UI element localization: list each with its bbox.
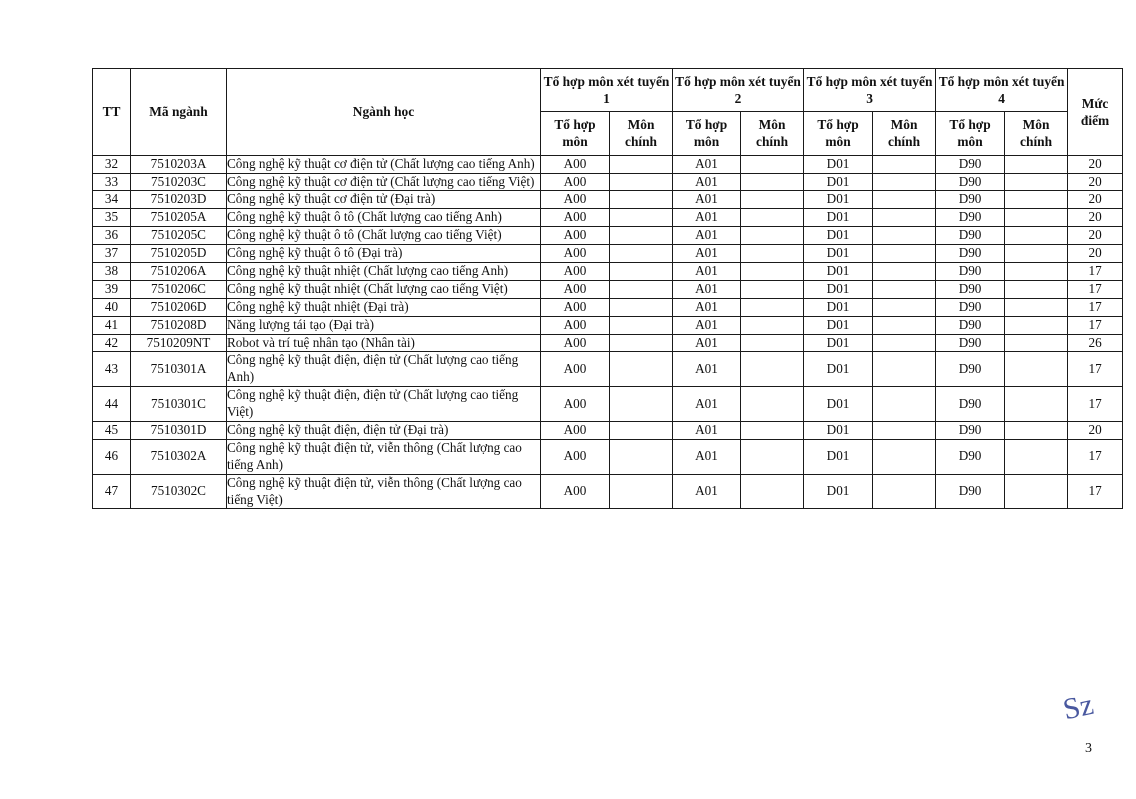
cell-combination-2: A01 [673, 173, 741, 191]
cell-combination-1: A00 [541, 439, 610, 474]
cell-order: 32 [93, 155, 131, 173]
cell-major-name: Công nghệ kỹ thuật ô tô (Chất lượng cao tiếng Việt) [227, 227, 541, 245]
cell-main-1 [610, 387, 673, 422]
table-row [93, 191, 1123, 209]
cell-main-1 [610, 280, 673, 298]
cell-combination-2: A01 [673, 280, 741, 298]
header-main-subject-1: Môn chính [610, 112, 673, 155]
cell-main-1 [610, 245, 673, 263]
cell-major-name: Công nghệ kỹ thuật cơ điện tử (Đại trà) [227, 191, 541, 209]
cell-main-4 [1005, 334, 1068, 352]
cell-main-4 [1005, 245, 1068, 263]
cell-main-3 [873, 387, 936, 422]
header-combination-3: Tổ hợp môn [804, 112, 873, 155]
cell-combination-3: D01 [804, 421, 873, 439]
cell-combination-4: D90 [936, 334, 1005, 352]
cell-order: 39 [93, 280, 131, 298]
cell-combination-1: A00 [541, 298, 610, 316]
cell-main-1 [610, 316, 673, 334]
cell-major-code: 7510203A [131, 155, 227, 173]
cell-score: 20 [1068, 245, 1123, 263]
cell-order: 44 [93, 387, 131, 422]
cell-score: 17 [1068, 262, 1123, 280]
cell-major-name: Công nghệ kỹ thuật ô tô (Đại trà) [227, 245, 541, 263]
table-row [93, 262, 1123, 280]
cell-score: 17 [1068, 387, 1123, 422]
cell-major-code: 7510302C [131, 474, 227, 509]
cell-combination-2: A01 [673, 474, 741, 509]
cell-combination-1: A00 [541, 245, 610, 263]
cell-score: 20 [1068, 191, 1123, 209]
cell-combination-2: A01 [673, 334, 741, 352]
cell-order: 40 [93, 298, 131, 316]
cell-major-name: Công nghệ kỹ thuật ô tô (Chất lượng cao tiếng Anh) [227, 209, 541, 227]
cell-main-4 [1005, 474, 1068, 509]
cell-combination-2: A01 [673, 262, 741, 280]
cell-combination-4: D90 [936, 262, 1005, 280]
cell-order: 43 [93, 352, 131, 387]
cell-main-1 [610, 439, 673, 474]
cell-main-2 [741, 439, 804, 474]
header-code: Mã ngành [131, 69, 227, 156]
cell-combination-1: A00 [541, 352, 610, 387]
cell-main-3 [873, 262, 936, 280]
cell-combination-1: A00 [541, 316, 610, 334]
cell-main-1 [610, 173, 673, 191]
cell-combination-3: D01 [804, 280, 873, 298]
cell-combination-3: D01 [804, 334, 873, 352]
cell-order: 36 [93, 227, 131, 245]
cell-main-2 [741, 262, 804, 280]
cell-main-4 [1005, 387, 1068, 422]
header-tt: TT [93, 69, 131, 156]
cell-score: 20 [1068, 227, 1123, 245]
cell-combination-2: A01 [673, 191, 741, 209]
cell-main-2 [741, 209, 804, 227]
cell-major-code: 7510208D [131, 316, 227, 334]
cell-main-3 [873, 298, 936, 316]
cell-main-2 [741, 334, 804, 352]
cell-combination-4: D90 [936, 155, 1005, 173]
cell-main-4 [1005, 155, 1068, 173]
header-group-2: Tổ hợp môn xét tuyển 2 [673, 69, 804, 112]
cell-combination-4: D90 [936, 298, 1005, 316]
cell-combination-3: D01 [804, 155, 873, 173]
cell-main-2 [741, 227, 804, 245]
table-row [93, 421, 1123, 439]
cell-combination-2: A01 [673, 316, 741, 334]
table-row [93, 387, 1123, 422]
cell-combination-4: D90 [936, 280, 1005, 298]
cell-order: 37 [93, 245, 131, 263]
cell-main-2 [741, 352, 804, 387]
cell-main-4 [1005, 209, 1068, 227]
cell-combination-3: D01 [804, 173, 873, 191]
cell-score: 17 [1068, 474, 1123, 509]
cell-main-2 [741, 387, 804, 422]
cell-score: 17 [1068, 439, 1123, 474]
cell-main-4 [1005, 421, 1068, 439]
cell-main-1 [610, 474, 673, 509]
cell-combination-4: D90 [936, 173, 1005, 191]
cell-major-name: Năng lượng tái tạo (Đại trà) [227, 316, 541, 334]
table-row [93, 227, 1123, 245]
admissions-table [92, 68, 1123, 509]
cell-main-4 [1005, 280, 1068, 298]
cell-combination-2: A01 [673, 155, 741, 173]
header-combination-2: Tổ hợp môn [673, 112, 741, 155]
cell-major-name: Công nghệ kỹ thuật nhiệt (Chất lượng cao tiếng Anh) [227, 262, 541, 280]
cell-major-code: 7510209NT [131, 334, 227, 352]
page-number: 3 [1085, 741, 1092, 756]
cell-major-code: 7510205D [131, 245, 227, 263]
cell-main-3 [873, 155, 936, 173]
cell-combination-1: A00 [541, 334, 610, 352]
header-main-subject-4: Môn chính [1005, 112, 1068, 155]
cell-main-3 [873, 334, 936, 352]
cell-main-4 [1005, 262, 1068, 280]
cell-combination-1: A00 [541, 209, 610, 227]
cell-main-2 [741, 316, 804, 334]
cell-combination-1: A00 [541, 227, 610, 245]
cell-combination-2: A01 [673, 439, 741, 474]
cell-major-code: 7510301C [131, 387, 227, 422]
cell-score: 20 [1068, 421, 1123, 439]
cell-score: 20 [1068, 209, 1123, 227]
cell-main-3 [873, 421, 936, 439]
cell-combination-4: D90 [936, 316, 1005, 334]
cell-main-3 [873, 280, 936, 298]
cell-main-4 [1005, 227, 1068, 245]
cell-major-code: 7510206A [131, 262, 227, 280]
cell-main-2 [741, 173, 804, 191]
header-combination-1: Tổ hợp môn [541, 112, 610, 155]
table-row [93, 474, 1123, 509]
cell-combination-1: A00 [541, 474, 610, 509]
cell-combination-3: D01 [804, 474, 873, 509]
cell-main-2 [741, 245, 804, 263]
cell-main-3 [873, 191, 936, 209]
cell-score: 17 [1068, 280, 1123, 298]
cell-combination-2: A01 [673, 298, 741, 316]
cell-main-3 [873, 173, 936, 191]
cell-major-name: Công nghệ kỹ thuật cơ điện tử (Chất lượng cao tiếng Việt) [227, 173, 541, 191]
cell-main-3 [873, 245, 936, 263]
cell-order: 35 [93, 209, 131, 227]
cell-main-1 [610, 421, 673, 439]
cell-main-4 [1005, 439, 1068, 474]
cell-combination-3: D01 [804, 298, 873, 316]
cell-main-2 [741, 421, 804, 439]
cell-combination-2: A01 [673, 227, 741, 245]
header-main-subject-3: Môn chính [873, 112, 936, 155]
table-header [93, 69, 1123, 156]
cell-combination-4: D90 [936, 191, 1005, 209]
admissions-table-container [92, 68, 1110, 509]
cell-main-2 [741, 298, 804, 316]
cell-combination-2: A01 [673, 387, 741, 422]
cell-major-name: Robot và trí tuệ nhân tạo (Nhân tài) [227, 334, 541, 352]
cell-main-3 [873, 227, 936, 245]
cell-combination-4: D90 [936, 227, 1005, 245]
cell-order: 42 [93, 334, 131, 352]
cell-combination-4: D90 [936, 352, 1005, 387]
cell-main-3 [873, 316, 936, 334]
table-row [93, 334, 1123, 352]
cell-main-1 [610, 227, 673, 245]
cell-major-name: Công nghệ kỹ thuật điện, điện tử (Chất lượng cao tiếng Việt) [227, 387, 541, 422]
cell-main-2 [741, 280, 804, 298]
table-row [93, 245, 1123, 263]
cell-main-4 [1005, 352, 1068, 387]
cell-major-code: 7510206D [131, 298, 227, 316]
cell-major-code: 7510203D [131, 191, 227, 209]
header-group-4: Tổ hợp môn xét tuyển 4 [936, 69, 1068, 112]
cell-main-1 [610, 155, 673, 173]
cell-combination-4: D90 [936, 439, 1005, 474]
table-row [93, 280, 1123, 298]
cell-combination-4: D90 [936, 474, 1005, 509]
cell-score: 17 [1068, 316, 1123, 334]
cell-combination-1: A00 [541, 173, 610, 191]
header-score: Mức điểm [1068, 69, 1123, 156]
table-row [93, 439, 1123, 474]
cell-main-4 [1005, 173, 1068, 191]
cell-combination-4: D90 [936, 245, 1005, 263]
cell-score: 26 [1068, 334, 1123, 352]
cell-major-name: Công nghệ kỹ thuật cơ điện tử (Chất lượng cao tiếng Anh) [227, 155, 541, 173]
cell-combination-1: A00 [541, 280, 610, 298]
cell-main-3 [873, 439, 936, 474]
cell-major-name: Công nghệ kỹ thuật điện tử, viễn thông (Chất lượng cao tiếng Việt) [227, 474, 541, 509]
cell-combination-4: D90 [936, 209, 1005, 227]
header-major: Ngành học [227, 69, 541, 156]
cell-combination-2: A01 [673, 352, 741, 387]
table-header-row-1 [93, 69, 1123, 112]
table-row [93, 155, 1123, 173]
header-group-1: Tổ hợp môn xét tuyển 1 [541, 69, 673, 112]
cell-major-code: 7510205C [131, 227, 227, 245]
cell-main-1 [610, 298, 673, 316]
table-row [93, 316, 1123, 334]
table-body [93, 155, 1123, 509]
cell-combination-1: A00 [541, 421, 610, 439]
cell-major-name: Công nghệ kỹ thuật điện, điện tử (Chất lượng cao tiếng Anh) [227, 352, 541, 387]
cell-major-code: 7510205A [131, 209, 227, 227]
cell-combination-3: D01 [804, 227, 873, 245]
cell-combination-1: A00 [541, 262, 610, 280]
cell-main-2 [741, 155, 804, 173]
cell-score: 17 [1068, 298, 1123, 316]
cell-main-4 [1005, 316, 1068, 334]
cell-main-3 [873, 474, 936, 509]
cell-combination-3: D01 [804, 191, 873, 209]
header-main-subject-2: Môn chính [741, 112, 804, 155]
cell-score: 20 [1068, 173, 1123, 191]
cell-main-1 [610, 334, 673, 352]
cell-combination-3: D01 [804, 352, 873, 387]
cell-order: 41 [93, 316, 131, 334]
cell-main-2 [741, 191, 804, 209]
cell-order: 45 [93, 421, 131, 439]
cell-main-3 [873, 209, 936, 227]
cell-combination-3: D01 [804, 439, 873, 474]
cell-major-name: Công nghệ kỹ thuật điện, điện tử (Đại trà) [227, 421, 541, 439]
header-combination-4: Tổ hợp môn [936, 112, 1005, 155]
cell-main-1 [610, 262, 673, 280]
cell-main-4 [1005, 191, 1068, 209]
cell-major-code: 7510301A [131, 352, 227, 387]
cell-combination-4: D90 [936, 421, 1005, 439]
cell-combination-1: A00 [541, 387, 610, 422]
cell-major-code: 7510206C [131, 280, 227, 298]
cell-combination-3: D01 [804, 262, 873, 280]
cell-order: 46 [93, 439, 131, 474]
cell-major-name: Công nghệ kỹ thuật nhiệt (Chất lượng cao tiếng Việt) [227, 280, 541, 298]
table-row [93, 173, 1123, 191]
cell-main-4 [1005, 298, 1068, 316]
table-row [93, 209, 1123, 227]
cell-main-3 [873, 352, 936, 387]
cell-score: 20 [1068, 155, 1123, 173]
cell-main-1 [610, 191, 673, 209]
cell-order: 38 [93, 262, 131, 280]
cell-combination-2: A01 [673, 421, 741, 439]
cell-combination-3: D01 [804, 316, 873, 334]
cell-combination-1: A00 [541, 191, 610, 209]
cell-combination-4: D90 [936, 387, 1005, 422]
cell-major-name: Công nghệ kỹ thuật điện tử, viễn thông (Chất lượng cao tiếng Anh) [227, 439, 541, 474]
handwritten-signature-mark: Sz [1060, 687, 1097, 727]
cell-combination-3: D01 [804, 387, 873, 422]
cell-combination-3: D01 [804, 245, 873, 263]
cell-major-code: 7510301D [131, 421, 227, 439]
header-group-3: Tổ hợp môn xét tuyển 3 [804, 69, 936, 112]
cell-order: 34 [93, 191, 131, 209]
cell-major-code: 7510203C [131, 173, 227, 191]
cell-score: 17 [1068, 352, 1123, 387]
cell-combination-2: A01 [673, 209, 741, 227]
table-row [93, 298, 1123, 316]
cell-main-2 [741, 474, 804, 509]
cell-combination-3: D01 [804, 209, 873, 227]
cell-major-name: Công nghệ kỹ thuật nhiệt (Đại trà) [227, 298, 541, 316]
cell-order: 33 [93, 173, 131, 191]
cell-combination-2: A01 [673, 245, 741, 263]
cell-order: 47 [93, 474, 131, 509]
cell-major-code: 7510302A [131, 439, 227, 474]
cell-main-1 [610, 209, 673, 227]
cell-combination-1: A00 [541, 155, 610, 173]
table-row [93, 352, 1123, 387]
cell-main-1 [610, 352, 673, 387]
